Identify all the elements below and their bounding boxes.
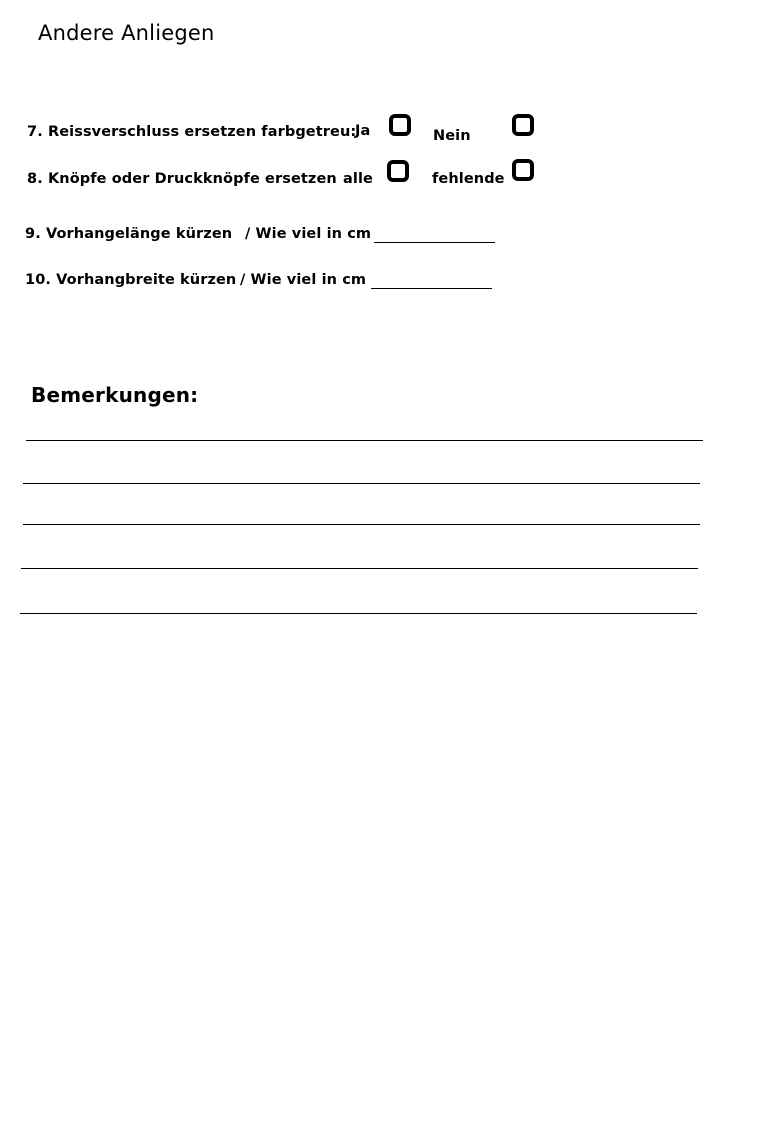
remarks-line-5[interactable] — [20, 613, 697, 614]
remarks-line-1[interactable] — [26, 440, 703, 441]
item-8-option-alle-label: alle — [343, 171, 373, 187]
item-10-label: 10. Vorhangbreite kürzen — [25, 272, 237, 288]
item-9-question: / Wie viel in cm — [245, 226, 372, 242]
section-title: Andere Anliegen — [38, 21, 215, 45]
item-10-cm-input[interactable] — [371, 274, 492, 289]
item-8-label: 8. Knöpfe oder Druckknöpfe ersetzen — [27, 171, 337, 187]
item-8-alle-checkbox[interactable] — [387, 160, 409, 182]
item-10-question: / Wie viel in cm — [240, 272, 367, 288]
item-7-ja-checkbox[interactable] — [389, 114, 411, 136]
item-7-option-nein-label: Nein — [433, 128, 471, 144]
item-7-option-ja-label: Ja — [355, 123, 371, 139]
item-8-option-fehlende-label: fehlende — [432, 171, 505, 187]
item-7-label: 7. Reissverschluss ersetzen farbgetreu: — [27, 124, 357, 140]
remarks-line-2[interactable] — [23, 483, 700, 484]
item-8-fehlende-checkbox[interactable] — [512, 159, 534, 181]
remarks-line-3[interactable] — [23, 524, 700, 525]
remarks-line-4[interactable] — [21, 568, 698, 569]
item-9-cm-input[interactable] — [374, 228, 495, 243]
remarks-title: Bemerkungen: — [31, 383, 199, 407]
item-9-label: 9. Vorhangelänge kürzen — [25, 226, 233, 242]
item-7-nein-checkbox[interactable] — [512, 114, 534, 136]
